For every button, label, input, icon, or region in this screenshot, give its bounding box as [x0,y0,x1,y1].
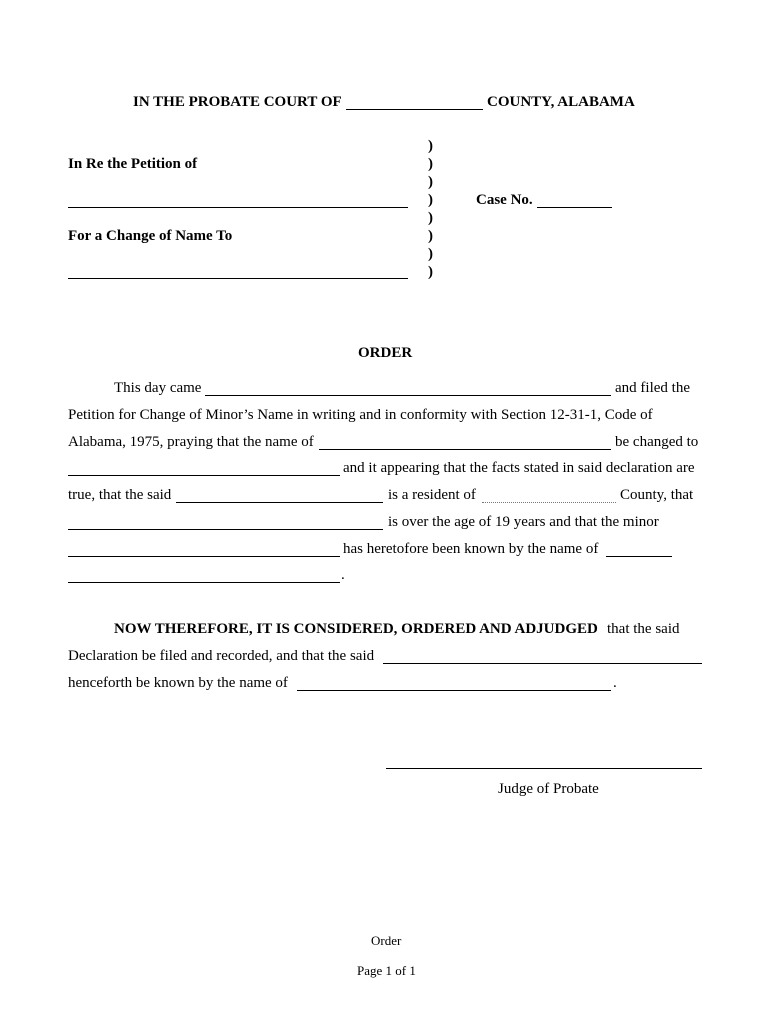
minor-name-blank[interactable] [68,556,340,557]
p1-period: . [341,567,345,583]
said-name-blank[interactable] [383,663,702,664]
paren: ) [428,174,433,190]
paren: ) [428,264,433,280]
p1-facts-stated: and it appearing that the facts stated in said declaration are [343,460,695,476]
said-person-blank[interactable] [176,502,383,503]
now-therefore-clause: NOW THEREFORE, IT IS CONSIDERED, ORDERED AND ADJUDGED [114,621,598,637]
former-name-blank-b[interactable] [68,582,340,583]
footer-page-number: Page 1 of 1 [357,963,416,978]
final-name-blank[interactable] [297,690,611,691]
p1-praying: Alabama, 1975, praying that the name of [68,434,314,450]
petitioner-name-blank[interactable] [68,207,408,208]
county-resident-blank[interactable] [482,502,616,503]
p1-true-that: true, that the said [68,487,172,503]
court-title-prefix: IN THE PROBATE COURT OF [133,94,342,110]
p1-and-filed: and filed the [615,380,690,396]
paren: ) [428,156,433,172]
petitioner-blank[interactable] [205,395,611,396]
change-to-label: For a Change of Name To [68,228,233,244]
paren: ) [428,192,433,208]
judge-signature-line[interactable] [386,768,702,769]
p1-this-day-came: This day came [114,380,202,396]
p1-county-that: County, that [620,487,694,503]
adult-name-blank[interactable] [68,529,383,530]
p2-period: . [613,675,617,691]
paren: ) [428,210,433,226]
in-re-label: In Re the Petition of [68,156,198,172]
case-no-blank[interactable] [537,207,612,208]
new-name-blank[interactable] [68,278,408,279]
court-title-suffix: COUNTY, ALABAMA [487,94,635,110]
paren: ) [428,228,433,244]
footer-doc-name: Order [371,933,402,948]
p1-be-changed: be changed to [615,434,699,450]
county-blank[interactable] [346,109,483,110]
minor-new-name-blank[interactable] [68,475,340,476]
p1-known-by: has heretofore been known by the name of [343,541,599,557]
order-title: ORDER [358,345,413,361]
p1-line2: Petition for Change of Minor’s Name in writing and in conformity with Section 12-31-1, Code of [68,407,653,423]
case-no-label: Case No. [476,192,533,208]
former-name-blank-a[interactable] [606,556,672,557]
paren: ) [428,138,433,154]
minor-current-name-blank[interactable] [319,449,611,450]
p1-resident-of: is a resident of [388,487,476,503]
p2-henceforth: henceforth be known by the name of [68,675,288,691]
judge-of-probate-label: Judge of Probate [498,781,599,797]
paren: ) [428,246,433,262]
p1-over-age: is over the age of 19 years and that the minor [388,514,659,530]
p2-that-the-said: that the said [607,621,680,637]
p2-declaration: Declaration be filed and recorded, and that the said [68,648,375,664]
